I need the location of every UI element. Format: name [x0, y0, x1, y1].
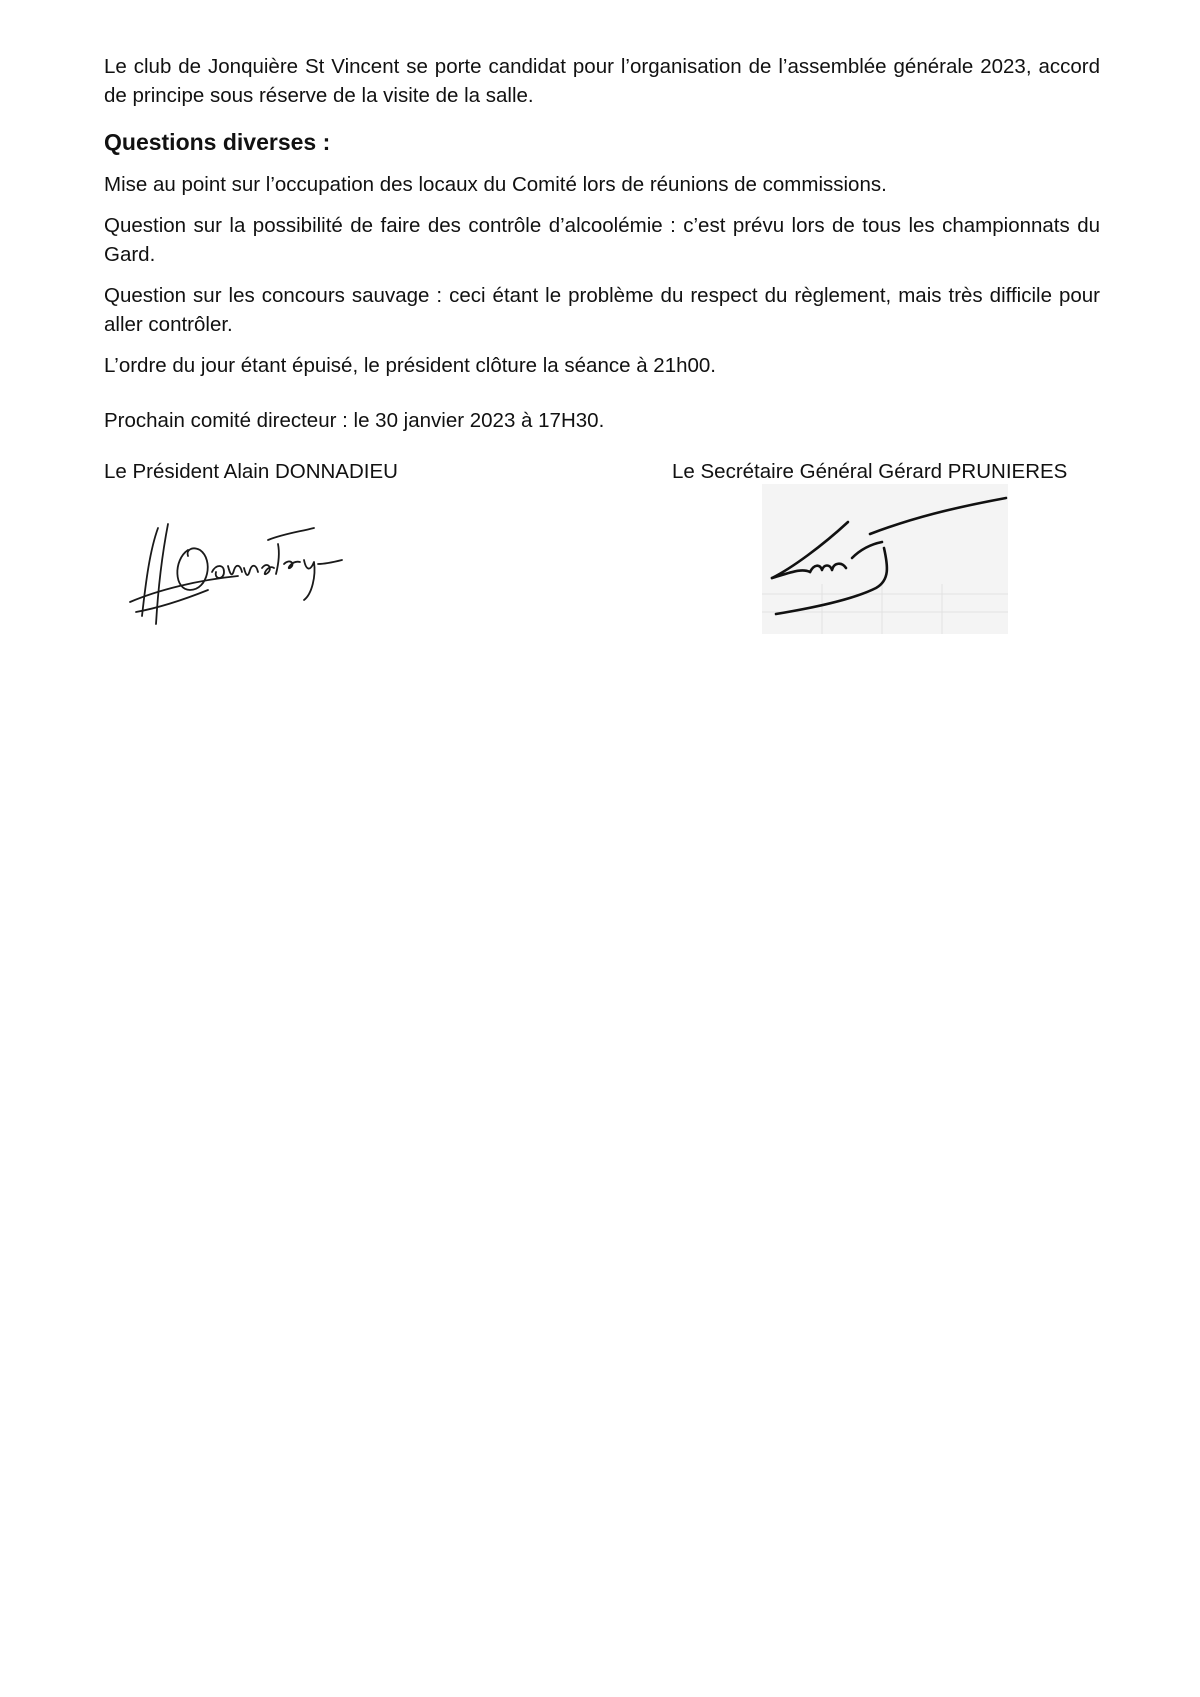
next-meeting: Prochain comité directeur : le 30 janvier 2023 à 17H30. [104, 409, 605, 432]
paragraph-concours: Question sur les concours sauvage : ceci étant le problème du respect du règlement, mais très difficile pour aller contrôler. [104, 284, 1100, 336]
paragraph-cloture: L’ordre du jour étant épuisé, le président clôture la séance à 21h00. [104, 354, 716, 377]
president-name: Le Président Alain DONNADIEU [104, 460, 398, 483]
signatories-row [104, 457, 1100, 487]
section-heading: Questions diverses : [104, 129, 331, 155]
president-signature [128, 520, 350, 630]
secretary-name: Le Secrétaire Général Gérard PRUNIERES [672, 460, 1068, 483]
paragraph-alcoolemie: Question sur la possibilité de faire des contrôle d’alcoolémie : c’est prévu lors de tous les championnats du Gard. [104, 214, 1100, 266]
intro-paragraph: Le club de Jonquière St Vincent se porte candidat pour l’organisation de l’assemblée générale 2023, accord de principe sous réserve de la visite de la salle. [104, 55, 1100, 107]
document-body [104, 52, 1100, 435]
paragraph-locaux: Mise au point sur l’occupation des locaux du Comité lors de réunions de commissions. [104, 173, 887, 196]
secretary-signature [762, 484, 1008, 634]
